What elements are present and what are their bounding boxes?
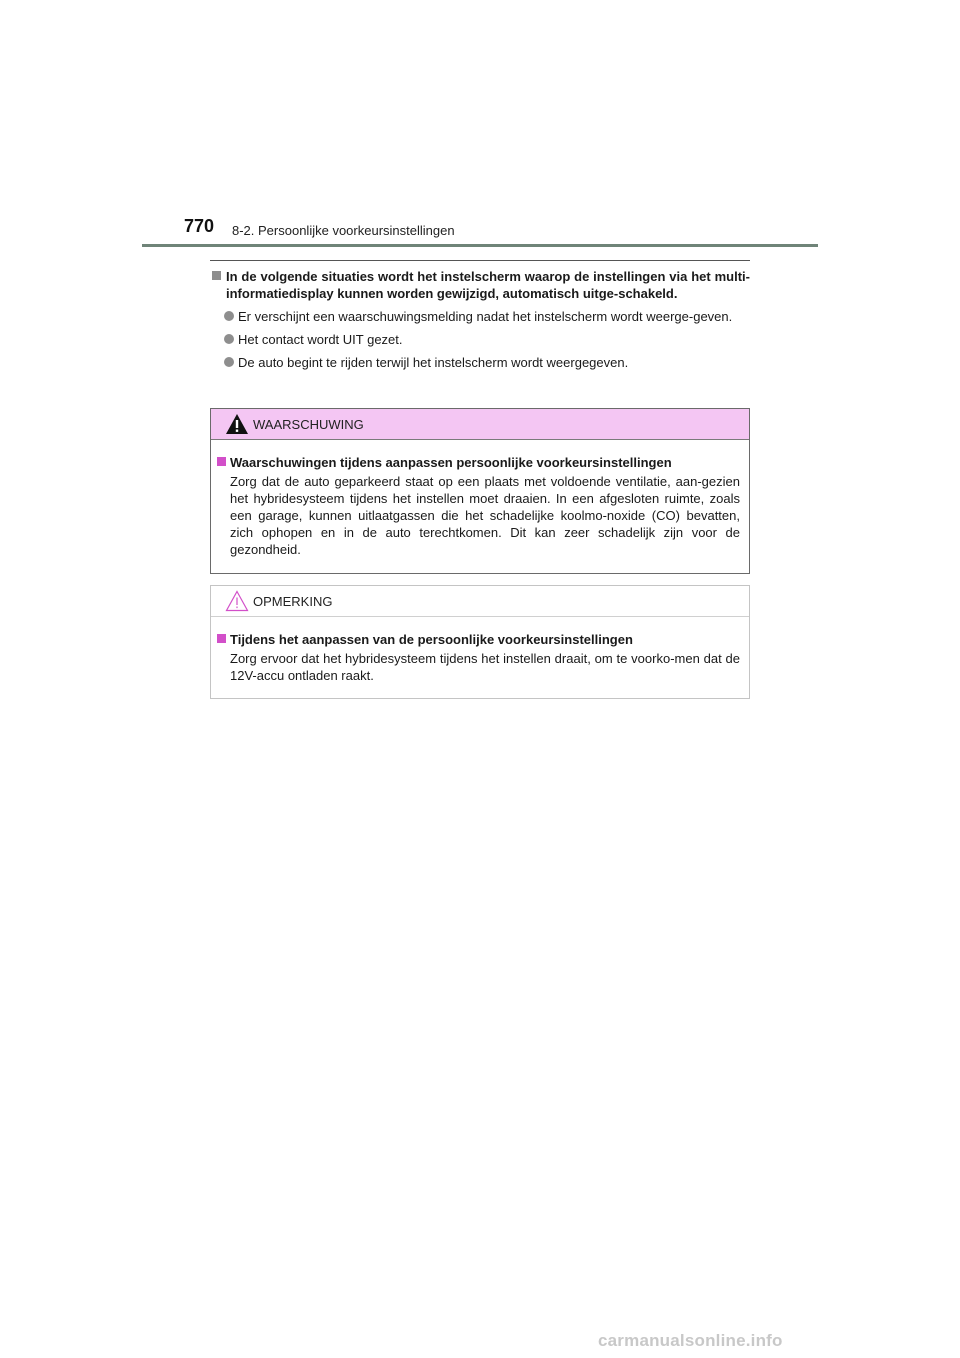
main-heading-text: In de volgende situaties wordt het instelscherm waarop de instellingen via het multi-informatiedisplay kunnen worden gewijzigd, automatisch uitge-schakeld.: [226, 269, 750, 301]
warning-box: [210, 408, 750, 574]
caution-triangle-icon: [225, 590, 249, 612]
section-title: 8-2. Persoonlijke voorkeursinstellingen: [232, 223, 455, 238]
header-rule: [142, 244, 818, 247]
list-item: [210, 331, 750, 348]
watermark: carmanualsonline.info: [598, 1331, 783, 1350]
list-item-text: De auto begint te rijden terwijl het instelscherm wordt weergegeven.: [238, 355, 629, 370]
main-content: [210, 268, 750, 377]
list-item: [210, 354, 750, 371]
round-bullet-icon: [224, 311, 234, 321]
warning-box-heading: [217, 454, 740, 471]
warning-box-heading-text: Waarschuwingen tijdens aanpassen persoonlijke voorkeursinstellingen: [230, 455, 672, 470]
round-bullet-icon: [224, 334, 234, 344]
notice-box-title: OPMERKING: [253, 594, 333, 609]
warning-box-body: [211, 440, 749, 558]
warning-triangle-icon: [225, 413, 249, 435]
notice-box-heading-text: Tijdens het aanpassen van de persoonlijke voorkeursinstellingen: [230, 632, 633, 647]
page-number: 770: [184, 216, 215, 236]
main-heading: [210, 268, 750, 302]
warning-box-title: WAARSCHUWING: [253, 417, 364, 432]
warning-box-header: [211, 409, 749, 440]
list-item-text: Het contact wordt UIT gezet.: [238, 332, 403, 347]
round-bullet-icon: [224, 357, 234, 367]
content-top-rule: [210, 260, 750, 261]
notice-box-body: [211, 617, 749, 684]
warning-box-text: Zorg dat de auto geparkeerd staat op een plaats met voldoende ventilatie, aan-gezien het hybridesysteem tijdens het instellen moet draaien. In een afgesloten ruimte, zoals een garage, kunnen uitlaatgassen die het schadelijke koolmo-noxide (CO) bevatten, zich ophopen en in de auto terechtkomen. Dit kan zeer schadelijk zijn voor de gezondheid.: [230, 474, 740, 557]
square-bullet-icon: [217, 457, 226, 466]
notice-box-text: Zorg ervoor dat het hybridesysteem tijdens het instellen draait, om te voorko-men dat de 12V-accu ontladen raakt.: [230, 651, 740, 683]
list-item-text: Er verschijnt een waarschuwingsmelding nadat het instelscherm wordt weerge-geven.: [238, 309, 733, 324]
square-bullet-icon: [217, 634, 226, 643]
list-item: [210, 308, 750, 325]
square-bullet-icon: [212, 271, 221, 280]
notice-box-header: [211, 586, 749, 617]
notice-box-heading: [217, 631, 740, 648]
notice-box: [210, 585, 750, 699]
